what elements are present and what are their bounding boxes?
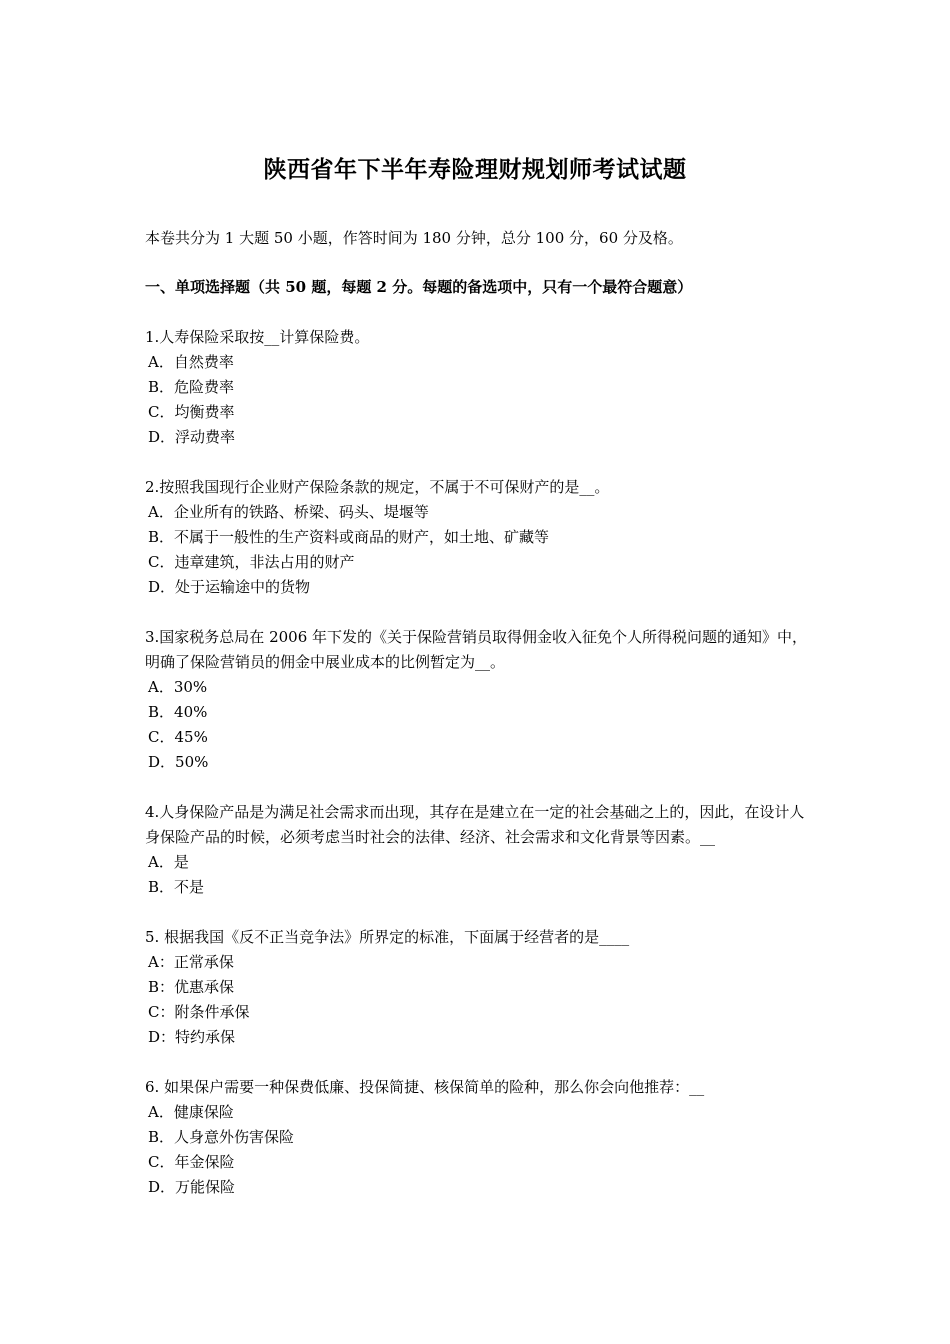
option-list	[145, 1100, 810, 1200]
section-heading: 一、单项选择题（共 50 题，每题 2 分。每题的备选项中，只有一个最符合题意）	[145, 278, 693, 296]
question-item	[145, 800, 810, 900]
option-item: D．50%	[148, 753, 209, 771]
document-title: 陕西省年下半年寿险理财规划师考试试题	[263, 156, 687, 183]
option-item: A．30%	[148, 678, 208, 696]
question-item	[145, 625, 810, 775]
option-item: A．是	[148, 853, 189, 871]
option-item: D．万能保险	[148, 1178, 236, 1196]
option-list	[145, 850, 810, 900]
option-item: B．危险费率	[148, 378, 235, 396]
question-stem: 6. 如果保户需要一种保费低廉、投保简捷、核保简单的险种，那么你会向他推荐：__	[145, 1078, 705, 1096]
option-list	[145, 950, 810, 1050]
question-stem: 2.按照我国现行企业财产保险条款的规定，不属于不可保财产的是__。	[145, 478, 610, 496]
question-stem: 1.人寿保险采取按__计算保险费。	[145, 328, 370, 346]
question-item	[145, 925, 810, 1050]
option-item: A．自然费率	[148, 353, 234, 371]
option-item: D．浮动费率	[148, 428, 236, 446]
option-item: A．健康保险	[148, 1103, 234, 1121]
option-item: C．年金保险	[148, 1153, 235, 1171]
question-item	[145, 325, 810, 450]
question-list	[145, 325, 810, 1225]
option-list	[145, 500, 810, 600]
question-item	[145, 475, 810, 600]
option-list	[145, 350, 810, 450]
option-item: A：正常承保	[148, 953, 234, 971]
option-item: B．不属于一般性的生产资料或商品的财产，如土地、矿藏等	[148, 528, 550, 546]
exam-intro: 本卷共分为 1 大题 50 小题，作答时间为 180 分钟，总分 100 分，60 分及格。	[145, 229, 683, 247]
option-item: B．40%	[148, 703, 208, 721]
question-stem: 5. 根据我国《反不正当竞争法》所界定的标准，下面属于经营者的是____	[145, 928, 630, 946]
question-stem: 3.国家税务总局在 2006 年下发的《关于保险营销员取得佣金收入征免个人所得税问题的通知》中，明确了保险营销员的佣金中展业成本的比例暂定为__。	[145, 628, 808, 671]
option-item: C．违章建筑，非法占用的财产	[148, 553, 355, 571]
option-item: B：优惠承保	[148, 978, 235, 996]
option-item: D：特约承保	[148, 1028, 236, 1046]
option-item: A．企业所有的铁路、桥梁、码头、堤堰等	[148, 503, 429, 521]
question-stem: 4.人身保险产品是为满足社会需求而出现，其存在是建立在一定的社会基础之上的，因此，在设计人身保险产品的时候，必须考虑当时社会的法律、经济、社会需求和文化背景等因素。__	[145, 803, 805, 846]
question-item	[145, 1075, 810, 1200]
option-item: D．处于运输途中的货物	[148, 578, 311, 596]
option-item: C．均衡费率	[148, 403, 235, 421]
option-item: B．不是	[148, 878, 205, 896]
option-item: C：附条件承保	[148, 1003, 250, 1021]
option-item: C．45%	[148, 728, 208, 746]
option-list	[145, 675, 810, 775]
option-item: B．人身意外伤害保险	[148, 1128, 295, 1146]
